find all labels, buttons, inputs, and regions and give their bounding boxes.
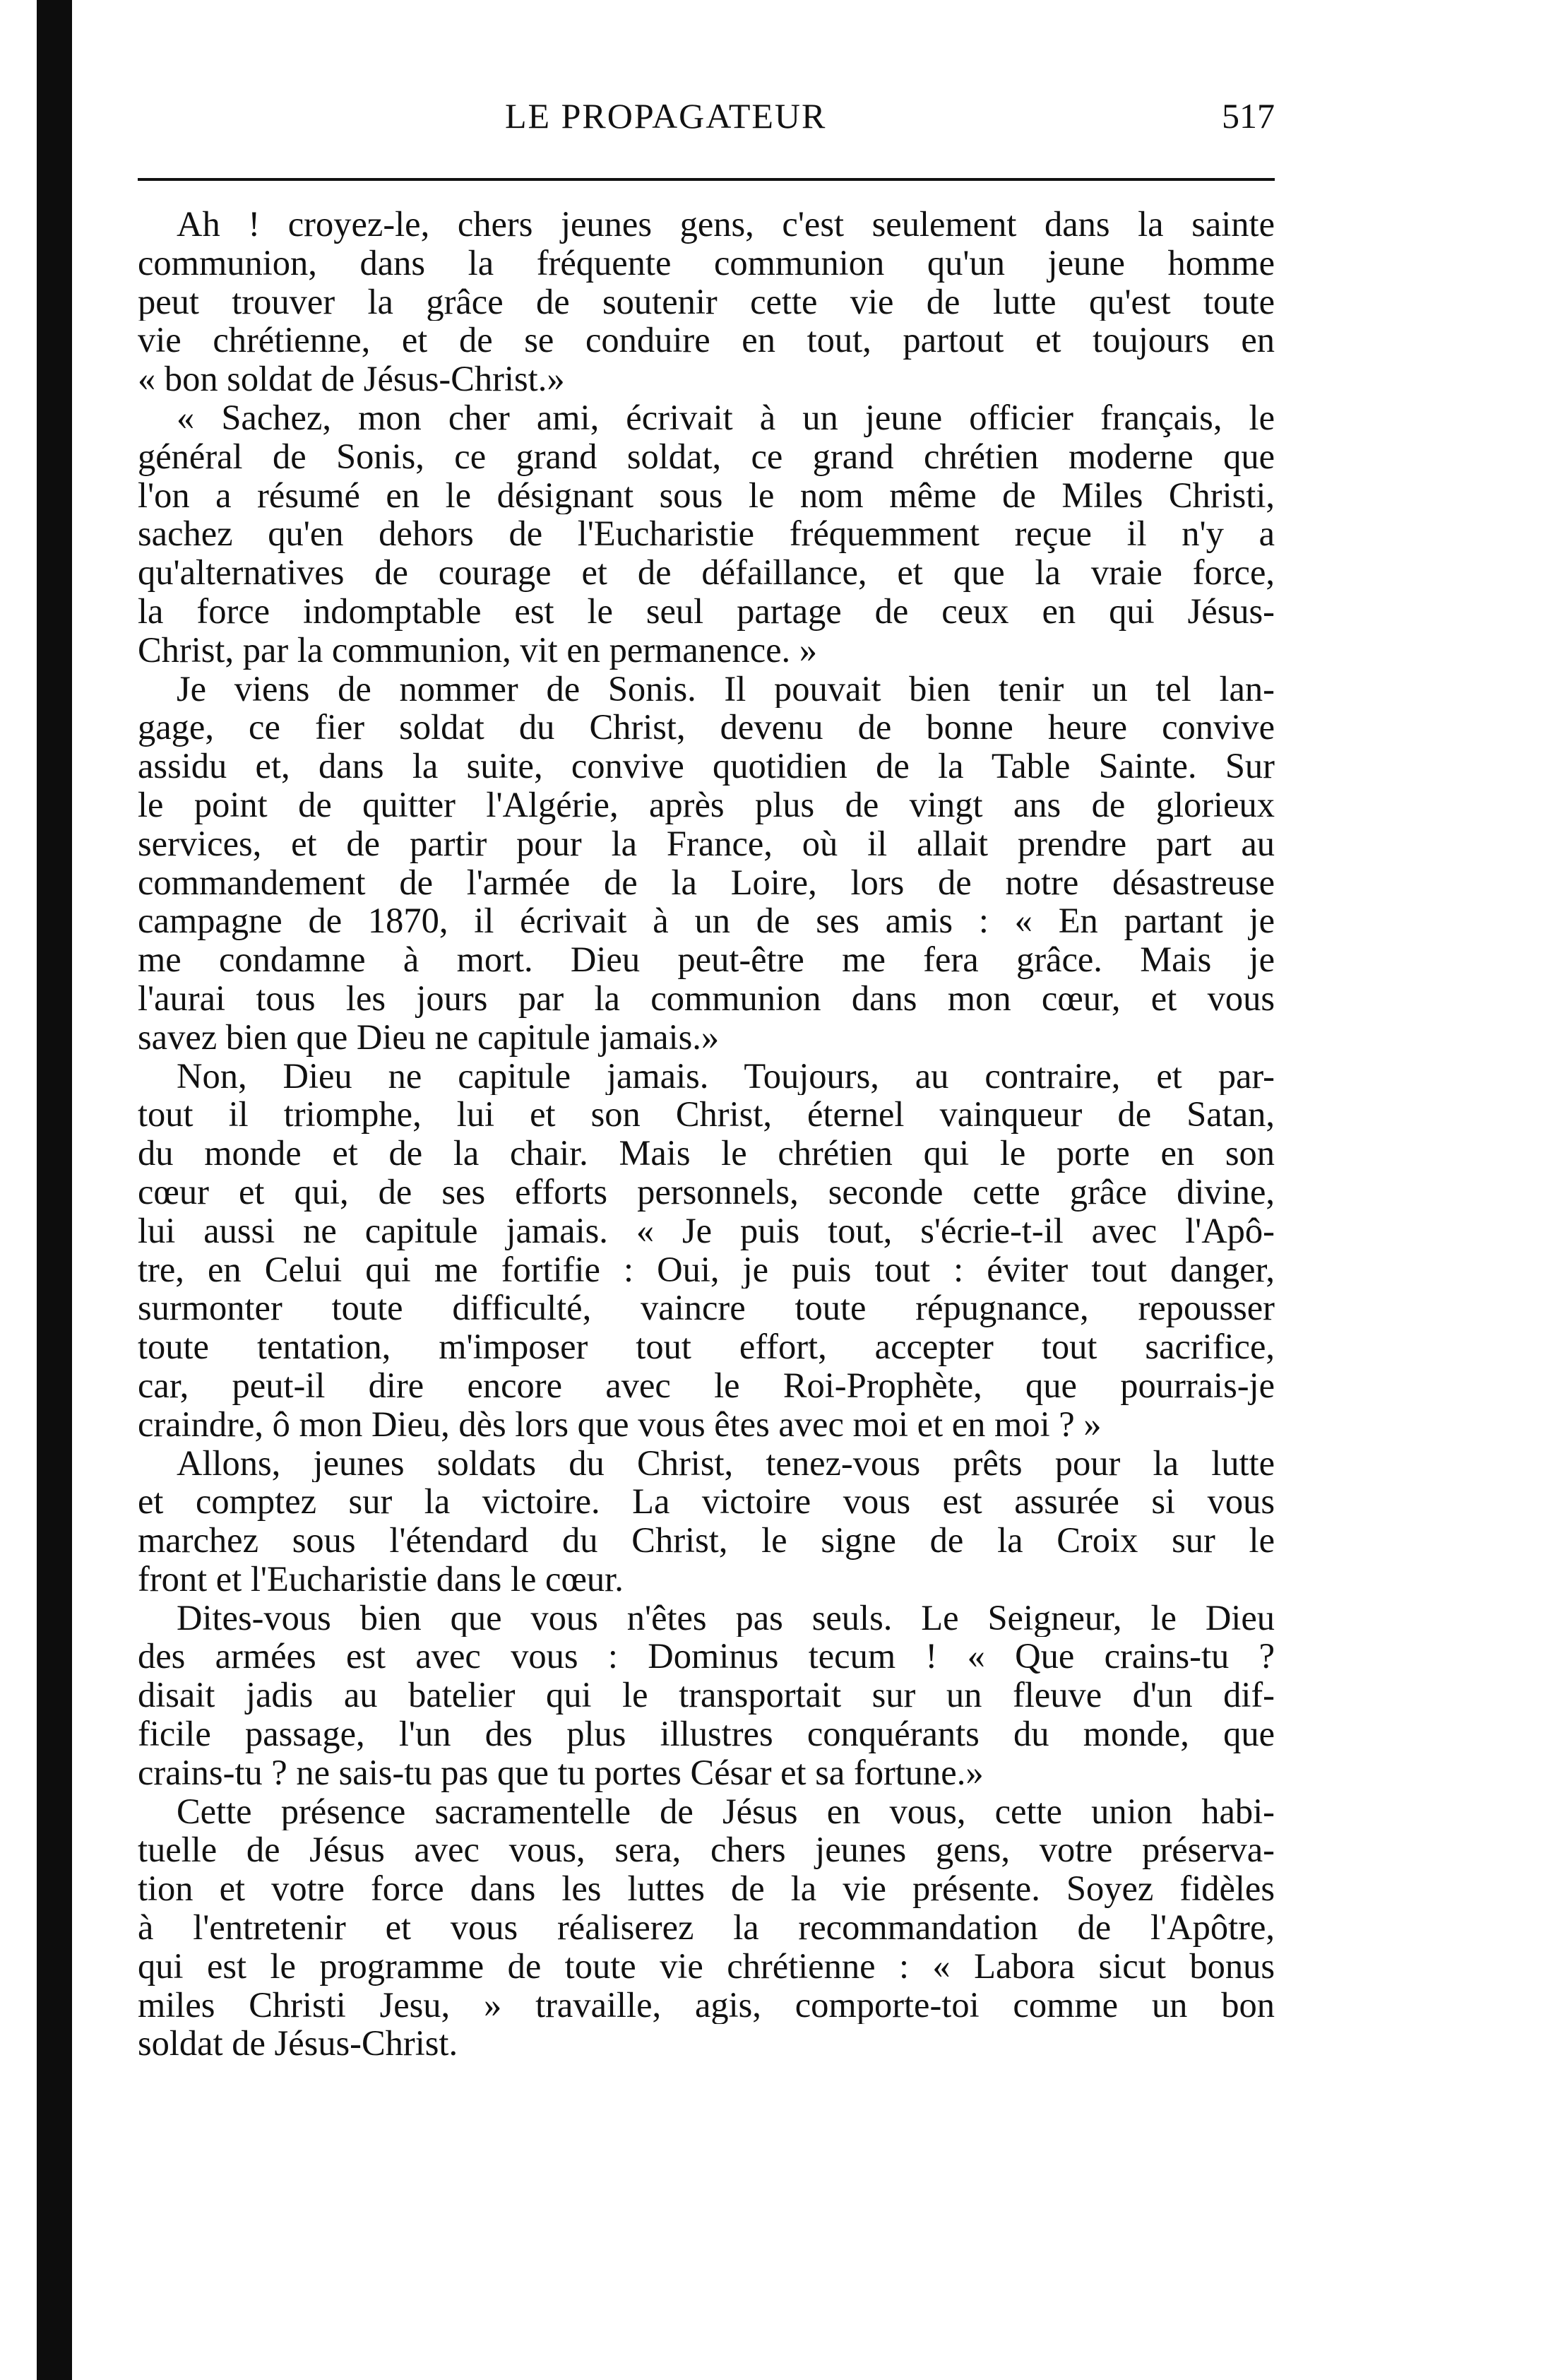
text-line: lui aussi ne capitule jamais. « Je puis tout, s'écrie-t-il avec l'Apô- — [138, 1211, 1275, 1250]
text-line: commandement de l'armée de la Loire, lors de notre désastreuse — [138, 863, 1275, 902]
text-line: surmonter toute difficulté, vaincre toute répugnance, repousser — [138, 1289, 1275, 1328]
text-line: Christ, par la communion, vit en permanence. » — [138, 629, 818, 670]
header-rule — [138, 178, 1275, 181]
text-line: savez bien que Dieu ne capitule jamais.» — [138, 1017, 720, 1057]
text-line: vie chrétienne, et de se conduire en tout, partout et toujours en — [138, 321, 1275, 360]
text-line: craindre, ô mon Dieu, dès lors que vous êtes avec moi et en moi ? » — [138, 1404, 1102, 1444]
text-line: crains-tu ? ne sais-tu pas que tu portes César et sa fortune.» — [138, 1752, 984, 1792]
page-header — [138, 95, 1275, 152]
text-line: Dites-vous bien que vous n'êtes pas seuls. Le Seigneur, le Dieu — [177, 1598, 1275, 1638]
text-line: toute tentation, m'imposer tout effort, accepter tout sacrifice, — [138, 1327, 1275, 1366]
text-line: général de Sonis, ce grand soldat, ce grand chrétien moderne que — [138, 437, 1275, 476]
text-line: assidu et, dans la suite, convive quotidien de la Table Sainte. Sur — [138, 747, 1275, 786]
paragraph — [138, 398, 1275, 670]
text-line: le point de quitter l'Algérie, après plus de vingt ans de glorieux — [138, 785, 1275, 824]
text-line: tre, en Celui qui me fortifie : Oui, je puis tout : éviter tout danger, — [138, 1250, 1275, 1289]
text-line: me condamne à mort. Dieu peut-être me fera grâce. Mais je — [138, 940, 1275, 979]
paragraph — [138, 1599, 1275, 1792]
text-line: Je viens de nommer de Sonis. Il pouvait bien tenir un tel lan- — [177, 669, 1275, 709]
text-line: tuelle de Jésus avec vous, sera, chers jeunes gens, votre préserva- — [138, 1830, 1275, 1870]
text-line: sachez qu'en dehors de l'Eucharistie fréquemment reçue il n'y a — [138, 514, 1275, 554]
text-line: la force indomptable est le seul partage de ceux en qui Jésus- — [138, 591, 1275, 631]
text-line: Allons, jeunes soldats du Christ, tenez-vous prêts pour la lutte — [177, 1443, 1275, 1483]
binding-edge — [37, 0, 72, 2380]
running-title: LE PROPAGATEUR — [505, 96, 827, 136]
text-line: front et l'Eucharistie dans le cœur. — [138, 1558, 624, 1599]
text-line: Ah ! croyez-le, chers jeunes gens, c'est seulement dans la sainte — [177, 205, 1275, 244]
text-line: et comptez sur la victoire. La victoire vous est assurée si vous — [138, 1482, 1275, 1522]
paragraph — [138, 205, 1275, 398]
text-line: miles Christi Jesu, » travaille, agis, comporte-toi comme un bon — [138, 1985, 1275, 2025]
text-line: des armées est avec vous : Dominus tecum ! « Que crains-tu ? — [138, 1637, 1275, 1676]
text-line: ficile passage, l'un des plus illustres conquérants du monde, que — [138, 1715, 1275, 1753]
text-line: « bon soldat de Jésus-Christ.» — [138, 359, 565, 399]
text-line: qui est le programme de toute vie chrétienne : « Labora sicut bonus — [138, 1946, 1275, 1986]
text-line: campagne de 1870, il écrivait à un de ses amis : « En partant je — [138, 901, 1275, 941]
text-line: services, et de partir pour la France, où il allait prendre part au — [138, 824, 1275, 863]
text-line: cœur et qui, de ses efforts personnels, seconde cette grâce divine, — [138, 1172, 1275, 1212]
text-line: tout il triomphe, lui et son Christ, éternel vainqueur de Satan, — [138, 1095, 1275, 1135]
paragraph — [138, 1444, 1275, 1599]
page-number: 517 — [1222, 96, 1275, 136]
text-line: communion, dans la fréquente communion qu'un jeune homme — [138, 243, 1275, 283]
text-line: l'on a résumé en le désignant sous le nom même de Miles Christi, — [138, 475, 1275, 515]
text-line: disait jadis au batelier qui le transportait sur un fleuve d'un dif- — [138, 1676, 1275, 1715]
text-line: du monde et de la chair. Mais le chrétien qui le porte en son — [138, 1134, 1275, 1173]
paragraph — [138, 670, 1275, 1057]
text-line: « Sachez, mon cher ami, écrivait à un jeune officier français, le — [177, 398, 1275, 437]
text-line: soldat de Jésus-Christ. — [138, 2023, 458, 2064]
paragraph — [138, 1057, 1275, 1444]
text-line: l'aurai tous les jours par la communion dans mon cœur, et vous — [138, 978, 1275, 1018]
text-line: Non, Dieu ne capitule jamais. Toujours, au contraire, et par- — [177, 1056, 1275, 1096]
paragraph — [138, 1792, 1275, 2064]
text-line: gage, ce fier soldat du Christ, devenu de bonne heure convive — [138, 708, 1275, 747]
text-line: Cette présence sacramentelle de Jésus en vous, cette union habi- — [177, 1792, 1275, 1831]
text-line: car, peut-il dire encore avec le Roi-Prophète, que pourrais-je — [138, 1366, 1275, 1405]
text-line: à l'entretenir et vous réaliserez la recommandation de l'Apôtre, — [138, 1908, 1275, 1947]
body-text — [138, 205, 1275, 2063]
text-line: tion et votre force dans les luttes de la vie présente. Soyez fidèles — [138, 1869, 1275, 1909]
text-line: peut trouver la grâce de soutenir cette vie de lutte qu'est toute — [138, 282, 1275, 321]
text-line: marchez sous l'étendard du Christ, le signe de la Croix sur le — [138, 1521, 1275, 1560]
text-line: qu'alternatives de courage et de défaillance, et que la vraie force, — [138, 553, 1275, 592]
